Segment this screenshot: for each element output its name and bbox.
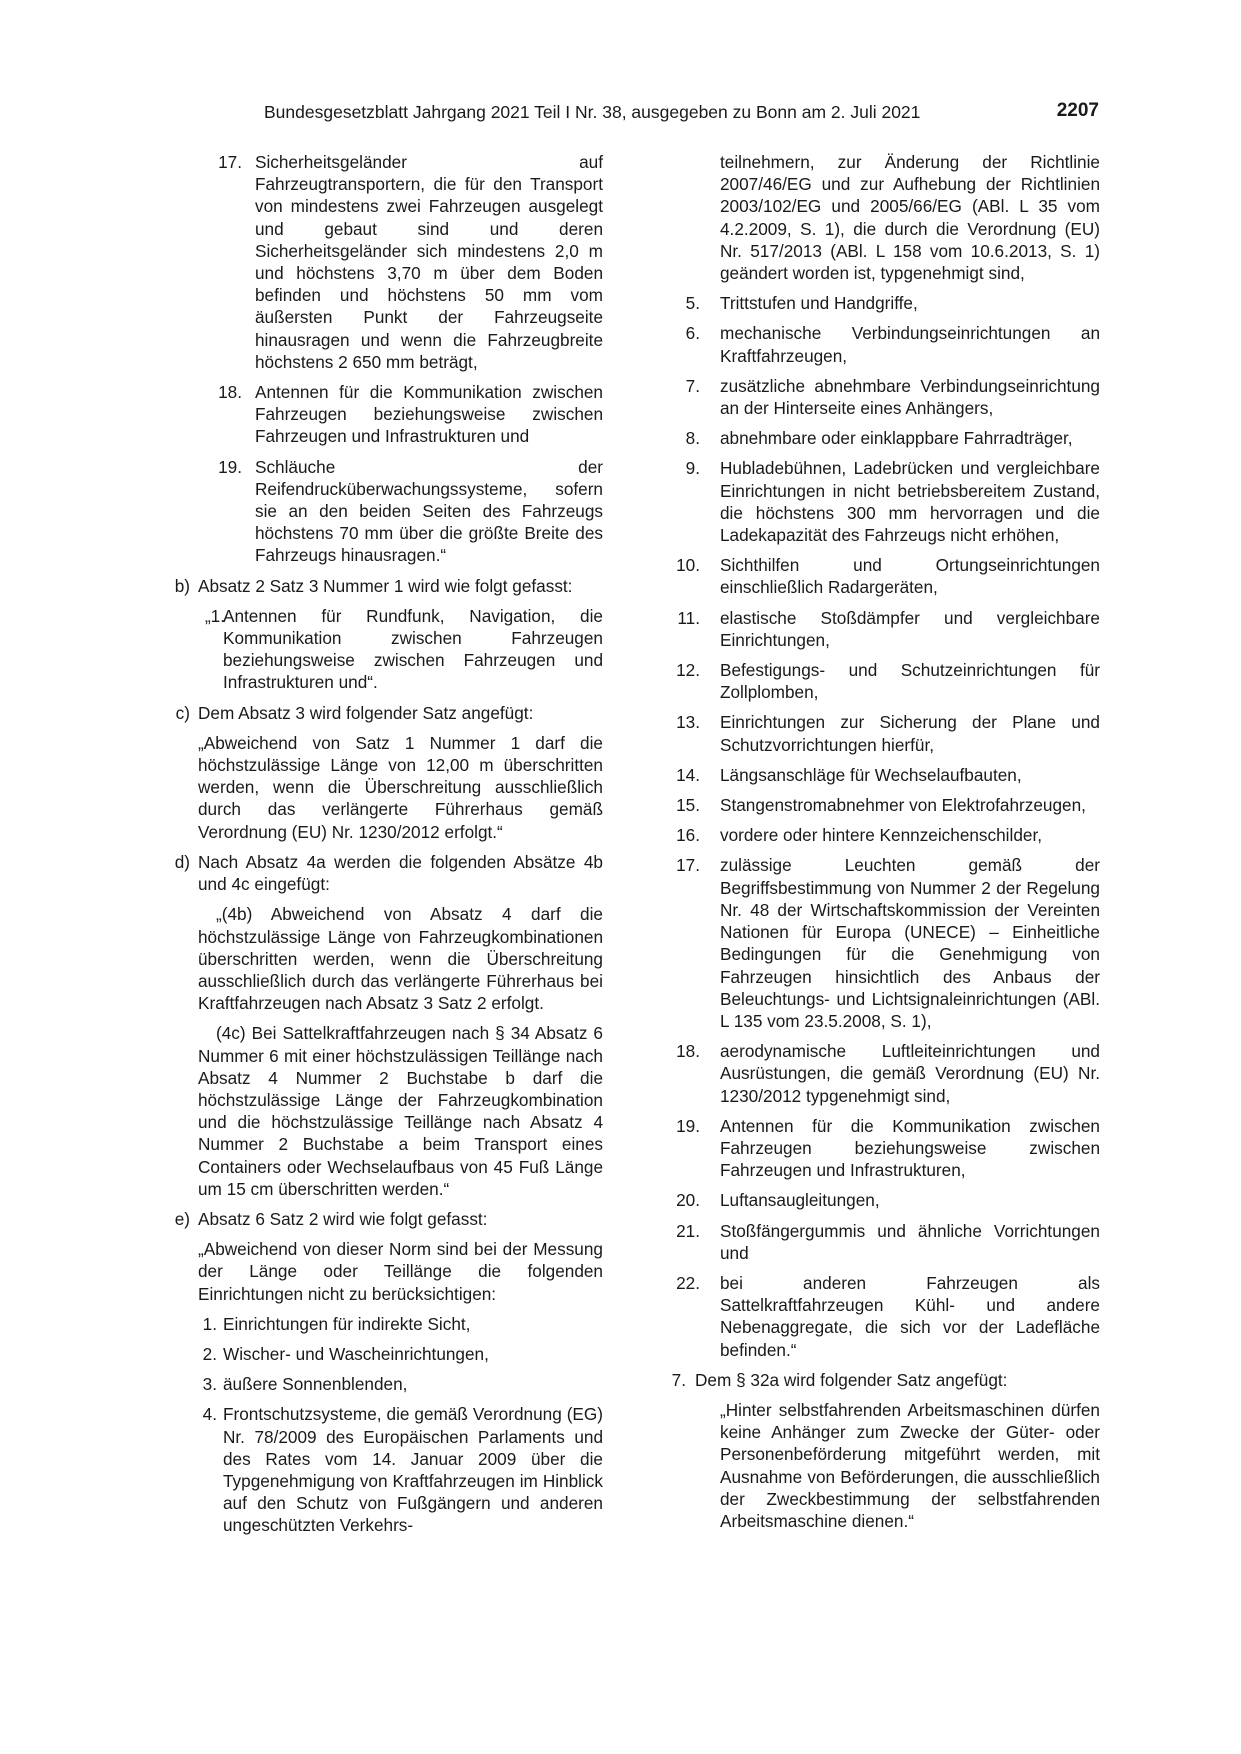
amendment-d — [162, 851, 603, 895]
item-text: Absatz 2 Satz 3 Nummer 1 wird wie folgt gefasst: — [198, 575, 573, 596]
list-item — [638, 375, 1100, 419]
page-number: 2207 — [1056, 100, 1099, 121]
item-number: 22. — [676, 1272, 700, 1293]
list-item — [162, 1403, 603, 1536]
list-item — [638, 824, 1100, 846]
item-number: 17. — [676, 855, 700, 876]
item-number: 13. — [676, 712, 700, 733]
item-letter: b) — [174, 575, 190, 596]
item-text: Dem Absatz 3 wird folgender Satz angefügt: — [198, 702, 534, 723]
quoted-paragraph: „Hinter selbstfahrenden Arbeitsmaschinen dürfen keine Anhänger zum Zwecke der Güter- oder Personenbeförderung mitgeführt werden, mit Ausnahme von Beförderungen, die ausschließlich der Zweckbestimmung der selbstfahrenden Arbeitsmaschine dienen.“ — [720, 1399, 1100, 1531]
item-number: 1. — [202, 1313, 217, 1334]
list-item — [638, 1115, 1100, 1182]
item-number: 19. — [676, 1115, 700, 1136]
item-text: Dem § 32a wird folgender Satz angefügt: — [695, 1369, 1008, 1390]
list-item — [638, 322, 1100, 366]
amendment-c — [162, 702, 603, 724]
item-text: zulässige Leuchten gemäß der Begriffsbestimmung von Nummer 2 der Regelung Nr. 48 der Wirtschaftskommission der Vereinten Nationen für Europa (UNECE) – Einheitliche Bedingungen für die Genehmigung von Fahrzeugen hinsichtlich des Anbaus der Beleuchtungs- und Lichtsignaleinrichtungen (ABl. L 135 vom 23.5.2008, S. 1), — [720, 855, 1100, 1031]
quoted-item — [162, 605, 603, 694]
item-text: vordere oder hintere Kennzeichenschilder, — [720, 825, 1042, 846]
item-text: aerodynamische Luftleiteinrichtungen und Ausrüstungen, die gemäß Verordnung (EU) Nr. 1230/2012 typgenehmigt sind, — [720, 1041, 1100, 1106]
item-letter: e) — [174, 1208, 190, 1229]
item-text: bei anderen Fahrzeugen als Sattelkraftfahrzeugen Kühl- und andere Nebenaggregate, die sich vor der Ladefläche befinden.“ — [720, 1272, 1100, 1360]
item-text: Stoßfängergummis und ähnliche Vorrichtungen und — [720, 1220, 1100, 1263]
item-text: Befestigungs- und Schutzeinrichtungen für Zollplomben, — [720, 660, 1100, 703]
item-text: Stangenstromabnehmer von Elektrofahrzeugen, — [720, 795, 1086, 816]
amendment-b — [162, 575, 603, 597]
item-text: Wischer- und Wascheinrichtungen, — [223, 1343, 489, 1364]
item-number: 5. — [685, 293, 700, 314]
item-text: Absatz 6 Satz 2 wird wie folgt gefasst: — [198, 1208, 488, 1229]
item-text: Sicherheitsgeländer auf Fahrzeugtransportern, die für den Transport von mindestens zwei Fahrzeugen ausgelegt und gebaut sind und deren Sicherheitsgeländer sich mindestens 2,0 m und höchstens 3,70 m über dem Boden befinden und höchstens 50 mm vom äußersten Punkt der Fahrzeugseite hinausragen und wenn die Fahrzeugbreite höchstens 2 650 mm beträgt, — [255, 152, 603, 372]
item-number: 15. — [676, 795, 700, 816]
item-number: 14. — [676, 764, 700, 785]
item-number: 10. — [676, 555, 700, 576]
list-item — [162, 1313, 603, 1335]
item-text: mechanische Verbindungseinrichtungen an Kraftfahrzeugen, — [720, 323, 1100, 366]
quoted-paragraph: „Abweichend von Satz 1 Nummer 1 darf die höchstzulässige Länge von 12,00 m überschritten werden, wenn die Überschreitung ausschließlich durch das verlängerte Führerhaus gemäß Verordnung (EU) Nr. 1230/2012 erfolgt.“ — [198, 732, 603, 842]
quoted-paragraph: „(4b) Abweichend von Absatz 4 darf die höchstzulässige Länge von Fahrzeugkombinationen überschritten werden, wenn die Überschreitung ausschließlich durch das verlängerte Führerhaus bei Kraftfahrzeugen nach Absatz 3 Satz 2 erfolgt. — [198, 904, 603, 1014]
list-item — [638, 554, 1100, 598]
list-item — [638, 457, 1100, 546]
left-column — [162, 151, 603, 1545]
item-number: 2. — [202, 1343, 217, 1364]
continuation-text: teilnehmern, zur Änderung der Richtlinie 2007/46/EG und zur Aufhebung der Richtlinien 2003/102/EG und 2005/66/EG (ABl. L 35 vom 4.2.2009, S. 1), die durch die Verordnung (EU) Nr. 517/2013 (ABl. L 158 vom 10.6.2013, S. 1) geändert worden ist, typgenehmigt sind, — [720, 152, 1100, 284]
amendment-e — [162, 1208, 603, 1230]
item-number: 18. — [676, 1041, 700, 1062]
list-item — [162, 1343, 603, 1365]
list-item — [638, 607, 1100, 651]
item-text: Trittstufen und Handgriffe, — [720, 293, 918, 314]
item-number: „1. — [204, 605, 225, 626]
item-text: Einrichtungen für indirekte Sicht, — [223, 1313, 471, 1334]
list-item — [638, 794, 1100, 816]
item-number: 3. — [202, 1374, 217, 1395]
list-item — [638, 711, 1100, 755]
list-item — [638, 1272, 1100, 1361]
item-number: 6. — [685, 323, 700, 344]
quoted-paragraph: „Abweichend von dieser Norm sind bei der Messung der Länge oder Teillänge die folgenden Einrichtungen nicht zu berücksichtigen: — [198, 1239, 603, 1304]
list-item — [638, 292, 1100, 314]
item-letter: c) — [175, 702, 190, 723]
item-text: Schläuche der Reifendrucküberwachungssysteme, sofern sie an den beiden Seiten des Fahrzeugs höchstens 70 mm über die größte Breite des Fahrzeugs hinausragen.“ — [255, 456, 603, 566]
list-item — [162, 1373, 603, 1395]
item-letter: d) — [174, 851, 190, 872]
list-item — [638, 854, 1100, 1032]
item-number: 7. — [671, 1369, 686, 1390]
item-number: 9. — [685, 458, 700, 479]
item-text: Längsanschläge für Wechselaufbauten, — [720, 764, 1022, 785]
item-number: 4. — [202, 1404, 217, 1425]
item-text: Antennen für die Kommunikation zwischen Fahrzeugen beziehungsweise zwischen Fahrzeugen und Infrastrukturen und — [255, 382, 603, 447]
item-text: äußere Sonnenblenden, — [223, 1374, 408, 1395]
item-number: 11. — [677, 607, 700, 628]
list-item — [638, 1040, 1100, 1107]
item-number: 16. — [676, 825, 700, 846]
item-text: elastische Stoßdämpfer und vergleichbare Einrichtungen, — [720, 607, 1100, 650]
list-item — [638, 659, 1100, 703]
item-text: Antennen für Rundfunk, Navigation, die Kommunikation zwischen Fahrzeugen beziehungsweise zwischen Fahrzeugen und Infrastrukturen und“. — [223, 605, 603, 693]
item-text: Antennen für die Kommunikation zwischen Fahrzeugen beziehungsweise zwischen Fahrzeugen und Infrastrukturen, — [720, 1115, 1100, 1181]
item-number: 19. — [218, 456, 242, 477]
item-text: Sichthilfen und Ortungseinrichtungen einschließlich Radargeräten, — [720, 555, 1100, 598]
item-number: 12. — [676, 660, 700, 681]
item-text: Luftansaugleitungen, — [720, 1190, 880, 1211]
item-number: 20. — [676, 1190, 700, 1211]
item-text: Einrichtungen zur Sicherung der Plane und Schutzvorrichtungen hierfür, — [720, 712, 1100, 755]
item-text: Frontschutzsysteme, die gemäß Verordnung (EG) Nr. 78/2009 des Europäischen Parlaments und des Rates vom 14. Januar 2009 über die Typgenehmigung von Kraftfahrzeugen im Hinblick auf den Schutz von Fußgängern und anderen ungeschützten Verkehrs- — [223, 1404, 603, 1536]
item-text: zusätzliche abnehmbare Verbindungseinrichtung an der Hinterseite eines Anhängers, — [720, 375, 1100, 419]
list-item — [638, 1189, 1100, 1211]
quoted-paragraph: (4c) Bei Sattelkraftfahrzeugen nach § 34 Absatz 6 Nummer 6 mit einer höchstzulässigen Teillänge nach Absatz 4 Nummer 2 Buchstabe b darf die höchstzulässige Länge der Fahrzeugkombination und die höchstzulässige Teillänge nach Absatz 4 Nummer 2 Buchstabe a beim Transport eines Containers oder Wechselaufbaus von 45 Fuß Länge um 15 cm überschritten werden.“ — [198, 1023, 603, 1199]
list-item — [638, 764, 1100, 786]
item-number: 17. — [218, 152, 242, 172]
running-header: Bundesgesetzblatt Jahrgang 2021 Teil I Nr. 38, ausgegeben zu Bonn am 2. Juli 2021 — [264, 102, 921, 122]
item-text: Hubladebühnen, Ladebrücken und vergleichbare Einrichtungen in nicht betriebsbereitem Zustand, die höchstens 300 mm hervorragen und die Ladekapazität des Fahrzeugs nicht erhöhen, — [720, 458, 1100, 546]
amendment-7 — [638, 1369, 1100, 1391]
item-number: 21. — [676, 1220, 700, 1241]
item-text: Nach Absatz 4a werden die folgenden Absätze 4b und 4c eingefügt: — [198, 851, 603, 895]
right-column — [638, 151, 1100, 1540]
list-item — [162, 381, 603, 448]
list-item — [638, 427, 1100, 449]
item-text: abnehmbare oder einklappbare Fahrradträger, — [720, 428, 1073, 449]
list-item — [638, 1220, 1100, 1264]
item-number: 8. — [685, 428, 700, 449]
item-number: 7. — [685, 375, 700, 396]
list-item — [162, 151, 603, 373]
list-item — [162, 456, 603, 567]
item-number: 18. — [218, 382, 242, 403]
